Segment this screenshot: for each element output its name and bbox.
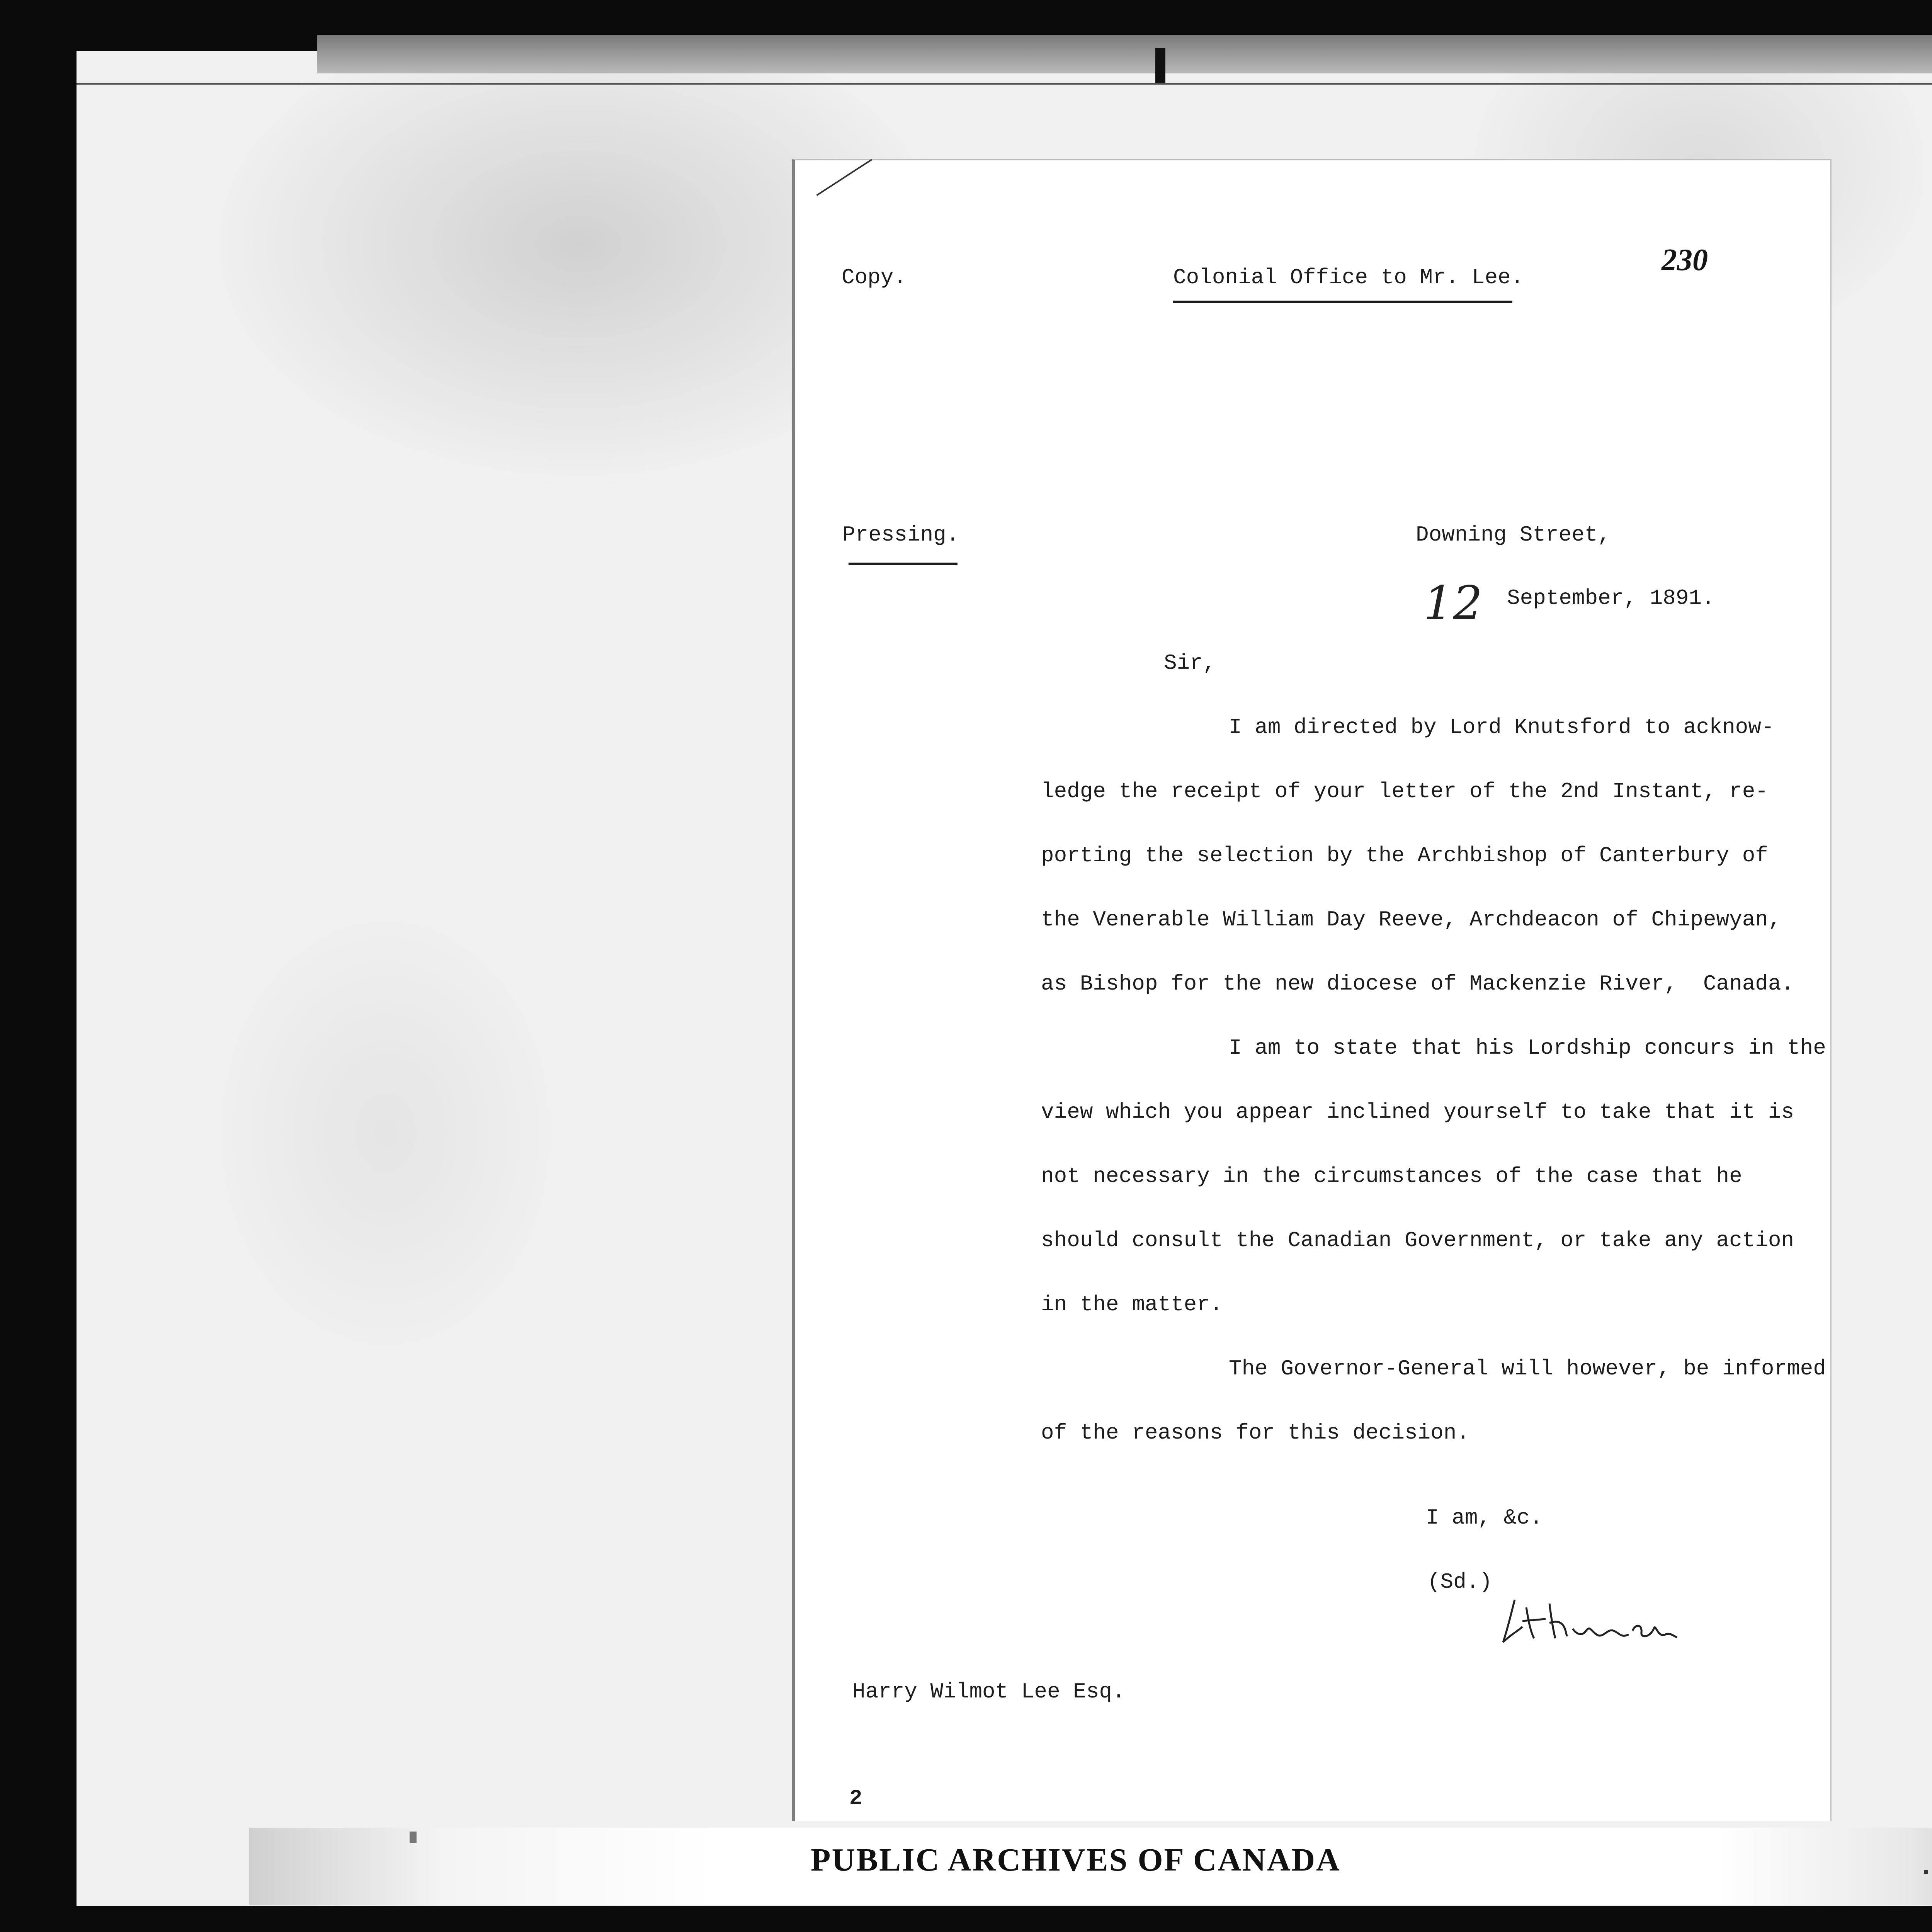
body-line: the Venerable William Day Reeve, Archdeacon of Chipewyan, [1041, 907, 1781, 932]
handwritten-signature [1499, 1592, 1681, 1650]
body-line: as Bishop for the new diocese of Mackenzie River, Canada. [1041, 971, 1794, 996]
archive-label-text: PUBLIC ARCHIVES OF CANADA [811, 1842, 1341, 1878]
signed-prefix: (Sd.) [1427, 1570, 1493, 1594]
title-underline [1173, 301, 1512, 303]
pressing-label: Pressing. [842, 522, 959, 547]
closing: I am, &c. [1426, 1505, 1543, 1530]
body-line: porting the selection by the Archbishop of Canterbury of [1041, 843, 1768, 868]
film-speck [1924, 1870, 1928, 1874]
page-number: 230 [1662, 243, 1708, 277]
body-line: of the reasons for this decision. [1041, 1420, 1469, 1445]
body-line: not necessary in the circumstances of the case that he [1041, 1164, 1742, 1189]
body-line: view which you appear inclined yourself to take that it is [1041, 1100, 1794, 1124]
sheet-number: 2 [849, 1786, 862, 1811]
film-speck [410, 1832, 417, 1843]
sender-address: Downing Street, [1416, 522, 1611, 547]
document-title: Colonial Office to Mr. Lee. [1173, 265, 1524, 290]
body-line: ledge the receipt of your letter of the 2nd Instant, re- [1041, 779, 1768, 804]
body-line: I am directed by Lord Knutsford to acknow- [1229, 715, 1774, 740]
addressee: Harry Wilmot Lee Esq. [852, 1679, 1125, 1704]
pressing-underline [849, 563, 957, 565]
mount-fold-line [77, 83, 1932, 85]
salutation: Sir, [1164, 651, 1216, 675]
letter-date: September, 1891. [1507, 586, 1715, 611]
body-line: I am to state that his Lordship concurs in the [1229, 1036, 1826, 1060]
archive-label [0, 1841, 1932, 1879]
body-line: should consult the Canadian Government, or take any action [1041, 1228, 1794, 1253]
handwritten-day: 12 [1423, 577, 1483, 630]
body-line: The Governor-General will however, be informed [1229, 1356, 1826, 1381]
body-line: in the matter. [1041, 1292, 1223, 1317]
clip-mark [1155, 48, 1165, 83]
copy-label: Copy. [842, 265, 907, 290]
mount-top-strip [317, 35, 1932, 73]
